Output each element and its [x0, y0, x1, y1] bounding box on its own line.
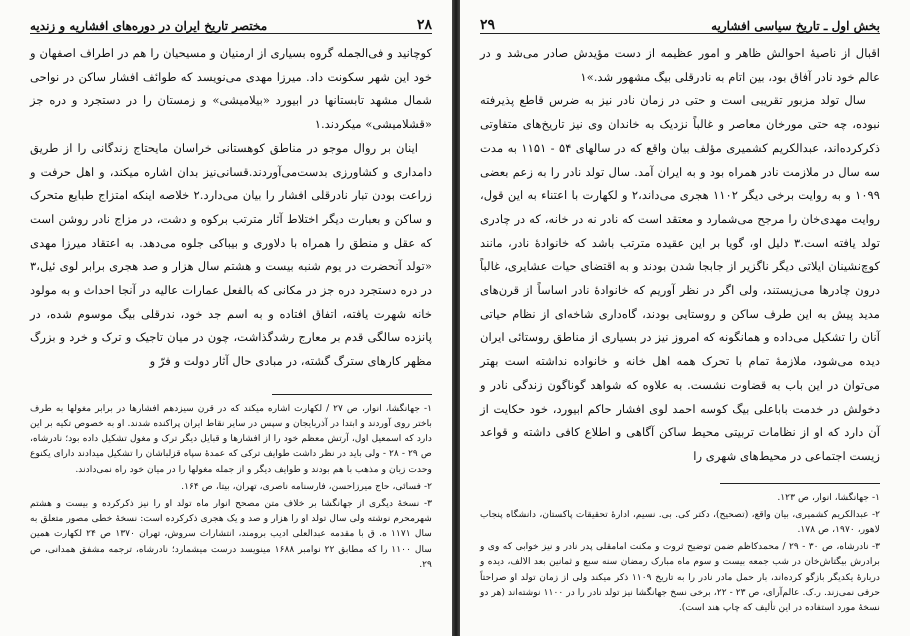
- footnote-divider: [720, 483, 880, 484]
- paragraph: اینان بر روال موجو در مناطق کوهستانی خراسان مایحتاج زندگانی را از طریق دامداری و کشاورزی بدست‌می‌آوردند.قسانی‌نیز بدان اشاره میکند، و اهل حرفت و زراعت بودن تبار نادرقلی افشار را بیان می‌دارد.۲ خلاصه اینکه امتزاج طبایع متحرک و ساکن و بعبارت دیگر اختلاط آثار مترتب برکوه و دشت، در مزاج نادر روشن است که عقل و منطق را همراه با دلاوری و بیباکی جلوه می‌دهد. به اعتقاد میرزا مهدی «تولد آنحضرت در یوم شنبه بیست و هشتم سال هزار و صد هجری برابر لوی ئیل،۳ در دره دستجرد دره جز در مکانی که بالفعل عمارات عالیه در آنجا احداث و به مولود خانه شهرت یافته، اتفاق افتاده و به اسم جد خود، ندرقلی بیگ موسوم شده، در پانزده سالگی قدم بر معارج رشدگذاشت، چون در میان تاجیک و ترک و خرد و بزرگ مظهر کارهای سترگ گشته، در مبادی حال آثار دولت و فرّ و: [30, 140, 432, 369]
- running-title: بخش اول ـ تاریخ سیاسی افشاریه: [711, 19, 880, 33]
- paragraph: اقبال از ناصیهٔ احوالش ظاهر و امور عظیمه از دست مؤیدش صادر می‌شد و در عالم خود نادر آفاق بود، بین اتام به نادرقلی بیگ مشهور شد.»۱: [480, 46, 880, 84]
- page-header: [30, 0, 432, 34]
- footnote: ۲- عبدالکریم کشمیری، بیان واقع، (تصحیح)، دکتر کی. بی. نسیم، ادارهٔ تحقیقات پاکستان، دانشگاه پنجاب لاهور، ۱۹۷۰، ص ۱۷۸.: [480, 508, 880, 536]
- footnote: ۳- نسخهٔ دیگری از جهانگشا بر خلاف متن مصحح انوار ماه تولد او را نیز ذکرکرده و بیست و هشتم شهرمحرم نوشته ولی سال تولد او را هزار و صد و یک هجری ذکرکرده است: نسخهٔ خطی مصور متعلق به سال ۱۱۷۱ ه. ق با مقدمه عبدالعلی ادیب برومند، انتشارات سروش، تهران ۱۳۷۰ ص ۲۴ لکهارت همین سال ۱۱۰۰ را که مطابق ۲۲ نوامبر ۱۶۸۸ مینویسد درست میشمارد؛ نادرشاه، ترجمه مشفق همدانی، ص ۲۹.: [30, 498, 433, 570]
- book-gutter: [452, 0, 460, 636]
- left-page: [0, 0, 452, 636]
- page-header: [480, 0, 880, 34]
- right-page: [460, 0, 910, 636]
- footnotes: [30, 401, 432, 572]
- paragraph: سال تولد مزبور تقریبی است و حتی در زمان نادر نیز به ضرس قاطع پذیرفته نبوده، چه حتی مورخان معاصر و غالباً نزدیک به خاندان وی نیز تاریخ‌های متفاوتی ذکرکرده‌اند، عبدالکریم کشمیری مؤلف بیان واقع که در سالهای ۵۴ - ۱۱۵۱ به مدت سه سال در ملازمت نادر همراه بود و به ایران آمد. سال تولد نادر را به زعم بعضی ۱۰۹۹ و به روایت برخی دیگر ۱۱۰۲ هجری می‌داند،۲ و لکهارت با اعتناء به این قول، روایت مهدی‌خان را مرجح می‌شمارد و معتقد است که نادر نه در خانه، که در چادری تولد یافته است.۳ دلیل او، گویا بر این عقیده مترتب باشد که خانوادهٔ نادر، مانند کوچ‌نشینان ایلاتی دیگر ناگزیر از جابجا شدن بودند و به اقتضای حیات عشایری، غالباً درون چادرها می‌زیستند، ولی اگر در نظر آوریم که خانوادهٔ نادر اساساً از قرن‌های مدید پیش به این طرف ساکن و روستایی بودند، گاه‌داری شاخه‌ای از نظام حیاتی آنان را تشکیل می‌داده و همانگونه که امروز نیز در بسیاری از مناطق روستائی ایران دیده می‌شود، ملازمهٔ تمام با تحرک همه اهل خانه و خانواده نداشته است بهتر می‌توان در این باب به قضاوت نشست. به علاوه که شواهد گوناگون زندگی نادر و دخولش در خدمت باباعلی بیگ کوسه احمد لوی افشار حاکم ابیورد، خود حکایت از آن دارد که او از نظامات تربیتی محیط ساکن آگاهی و اطلاع کافی داشته و قواعد زیست اجتماعی در محیط‌های شهری را: [480, 93, 881, 463]
- running-title: مختصر تاریخ ایران در دوره‌های افشاریه و زندیه: [30, 19, 268, 33]
- page-number: ۲۹: [480, 17, 496, 33]
- footnote: ۱- جهانگشا، انوار، ص ۲۷ / لکهارت اشاره میکند که در قرن سیزدهم افشارها در برابر مغولها به طرف باختر روی آوردند و ابتدا در آذربایجان و سپس در سایر نقاط ایران پراکنده شدند. او به خصوص تکیه بر این دارد که اسمعیل اول، آرتش معظم خود را از افشارها و قبایل دیگر ترک و مغول تشکیل داده بود؛ نادرشاه، ص ۲۹ - ۲۸ - ولی باید در نظر داشت طوایف ترکی که عمدهٔ سپاه قزلباشان را تشکیل میدادند دارای یکنوع وحدت زبان و مذهب با هم بودند و طوایف دیگر و از جمله مغولها را در میان خود راه نمی‌دادند.: [30, 402, 432, 475]
- footnotes: [480, 490, 880, 616]
- footnote: ۳- نادرشاه، ص ۳۰ - ۲۹ / محمدکاظم ضمن توضیح ثروت و مکنت امامقلی پدر نادر و نیز خوابی که وی و برادرش بیگتاش‌خان در شب جمعه بیست و سوم ماه مبارک رمضان سنه سبع و ثمانین بعد الالف، دیده و دربارهٔ یکدیگر بازگو کرده‌اند، بار حمل مادر نادر را به تاریخ ۱۱۰۹ ذکر میکند ولی از زمان تولد او صراحتاً حرفی نمی‌زند. ر.ک. عالم‌آرای، ص ۲۳ - ۲۲، برخی نسخ جهانگشا نیز تولد نادر را در ۱۱۰۰ نوشته‌اند (هر دو نسخهٔ مورد استفاده در این تألیف که چاپ هند است).: [480, 541, 881, 614]
- footnote: ۲- فسائی، حاج میرزاحسن، فارسنامه ناصری، تهران، بیتا، ص ۱۶۴.: [181, 480, 432, 492]
- body-text: [30, 42, 432, 374]
- page-number: ۲۸: [416, 17, 432, 33]
- footnote: ۱- جهانگشا، انوار، ص ۱۲۳.: [777, 491, 880, 503]
- footnote-divider: [272, 394, 432, 395]
- body-text: [480, 42, 880, 469]
- paragraph: کوچانید و فی‌الجمله گروه بسیاری از ارمنیان و مسیحیان را هم در اطراف اصفهان و خود این شهر سکونت داد. میرزا مهدی می‌نویسد که طوائف افشار ساکن در نواحی شمال مشهد تابستانها در ابیورد «بیلامیشی» و زمستان را در دستجرد و دره جز «قشلامیشی» میکردند.۱: [30, 46, 432, 132]
